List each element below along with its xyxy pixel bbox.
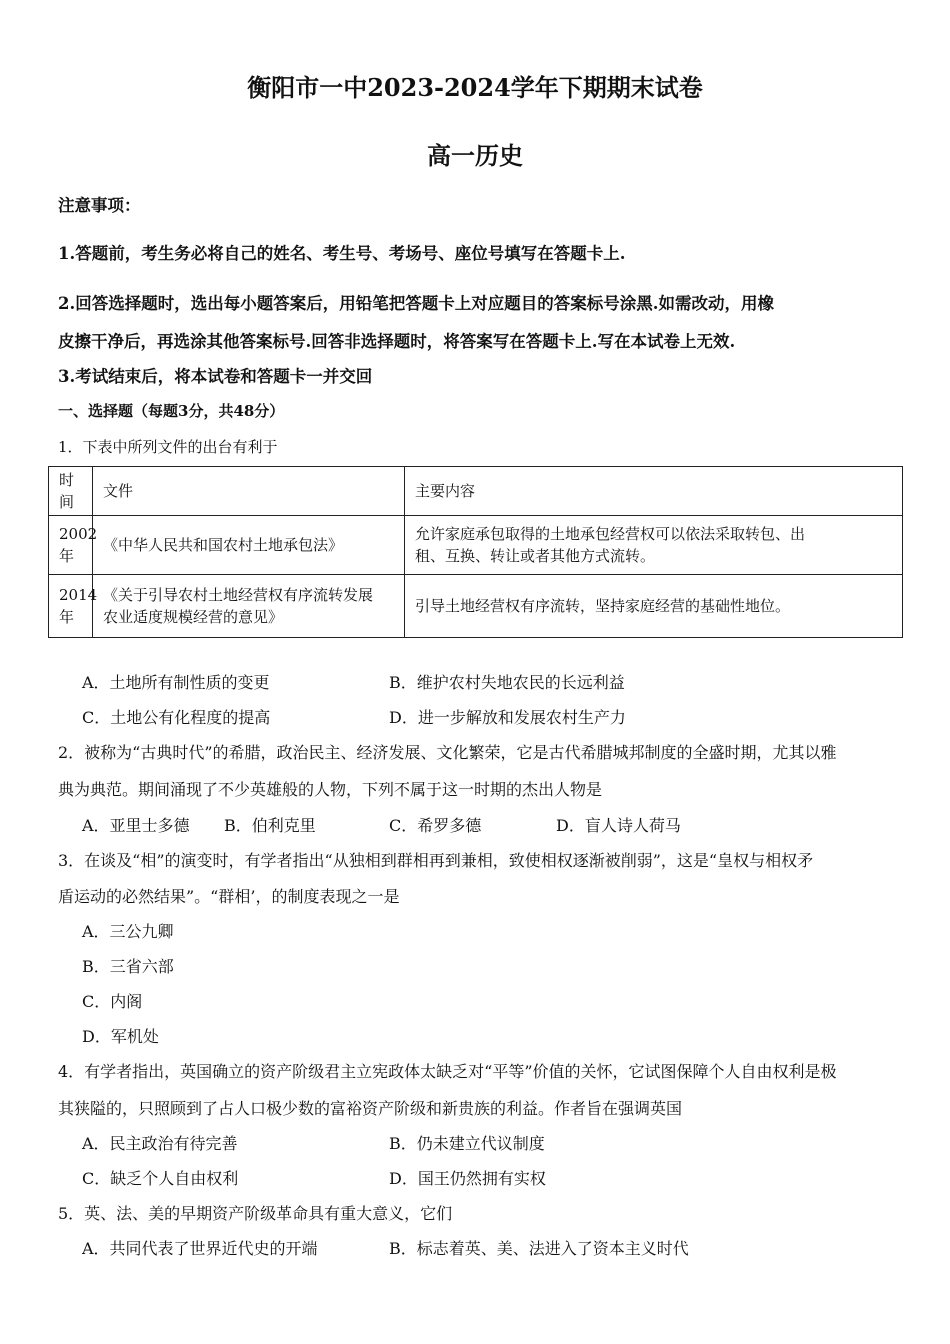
- q5-stem: 5．英、法、美的早期资产阶级革命具有重大意义，它们: [58, 1204, 453, 1223]
- subject-title: 高一历史: [427, 141, 523, 170]
- q4-option-a: A．民主政治有待完善: [82, 1134, 238, 1153]
- q3-option-a: A．三公九卿: [82, 922, 174, 941]
- q3-stem-line-2: 盾运动的必然结果”。“群相’，的制度表现之一是: [58, 887, 400, 906]
- q5-option-b: B．标志着英、美、法进入了资本主义时代: [389, 1239, 689, 1258]
- table-cell-document: 《关于引导农村土地经营权有序流转发展 农业适度规模经营的意见》: [93, 575, 405, 638]
- q3-option-b: B．三省六部: [82, 957, 174, 976]
- table-cell-year: 2014 年: [49, 575, 93, 638]
- q2-stem-line-1: 2．被称为“古典时代”的希腊，政治民主、经济发展、文化繁荣，它是古代希腊城邦制度的全盛时期，尤其以雅: [58, 743, 837, 762]
- q4-stem-line-2: 其狭隘的，只照顾到了占人口极少数的富裕资产阶级和新贵族的利益。作者旨在强调英国: [58, 1099, 683, 1118]
- q3-option-d: D．军机处: [82, 1027, 159, 1046]
- q2-option-a: A．亚里士多德: [82, 816, 190, 835]
- q4-option-b: B．仍未建立代议制度: [389, 1134, 545, 1153]
- exam-title: 衡阳市一中2023-2024学年下期期末试卷: [247, 73, 703, 102]
- table-header-cell: 主要内容: [405, 467, 903, 516]
- table-cell-content: 引导土地经营权有序流转，坚持家庭经营的基础性地位。: [405, 575, 903, 638]
- q5-option-a: A．共同代表了世界近代史的开端: [82, 1239, 318, 1258]
- table-header-row: [49, 467, 903, 516]
- section-heading: 一、选择题（每题3分，共48分）: [58, 402, 285, 420]
- notice-item-2-line-2: 皮擦干净后，再选涂其他答案标号.回答非选择题时，将答案写在答题卡上.写在本试卷上无效.: [58, 332, 736, 351]
- q3-option-c: C．内阁: [82, 992, 143, 1011]
- q2-option-b: B．伯利克里: [224, 816, 316, 835]
- notice-item-2-line-1: 2.回答选择题时，选出每小题答案后，用铅笔把答题卡上对应题目的答案标号涂黑.如需改动，用橡: [58, 294, 774, 313]
- q1-table: [48, 466, 903, 638]
- q1-option-c: C．土地公有化程度的提高: [82, 708, 271, 727]
- table-row: [49, 575, 903, 638]
- table-cell-document: 《中华人民共和国农村土地承包法》: [93, 516, 405, 575]
- q2-option-d: D．盲人诗人荷马: [556, 816, 681, 835]
- q1-stem: 1．下表中所列文件的出台有利于: [58, 438, 278, 456]
- table-cell-year: 2002 年: [49, 516, 93, 575]
- notice-item-3: 3.考试结束后，将本试卷和答题卡一并交回: [58, 367, 373, 386]
- table-cell-content: 允许家庭承包取得的土地承包经营权可以依法采取转包、出 租、互换、转让或者其他方式流转。: [405, 516, 903, 575]
- table-header-cell: 文件: [93, 467, 405, 516]
- q4-option-c: C．缺乏个人自由权利: [82, 1169, 239, 1188]
- q2-stem-line-2: 典为典范。期间涌现了不少英雄般的人物，下列不属于这一时期的杰出人物是: [58, 780, 603, 799]
- q1-option-d: D．进一步解放和发展农村生产力: [389, 708, 626, 727]
- table-header-cell: 时间: [49, 467, 93, 516]
- q1-option-b: B．维护农村失地农民的长远利益: [389, 673, 625, 692]
- notice-heading: 注意事项：: [58, 196, 141, 215]
- q3-stem-line-1: 3．在谈及“相”的演变时，有学者指出“从独相到群相再到兼相，致使相权逐渐被削弱”，这是“皇权与相权矛: [58, 851, 814, 870]
- q1-option-a: A．土地所有制性质的变更: [82, 673, 270, 692]
- table-row: [49, 516, 903, 575]
- notice-item-1: 1.答题前，考生务必将自己的姓名、考生号、考场号、座位号填写在答题卡上.: [58, 244, 626, 263]
- q4-option-d: D．国王仍然拥有实权: [389, 1169, 546, 1188]
- q2-option-c: C．希罗多德: [389, 816, 482, 835]
- q4-stem-line-1: 4．有学者指出，英国确立的资产阶级君主立宪政体太缺乏对“平等”价值的关怀，它试图保障个人自由权利是极: [58, 1062, 837, 1081]
